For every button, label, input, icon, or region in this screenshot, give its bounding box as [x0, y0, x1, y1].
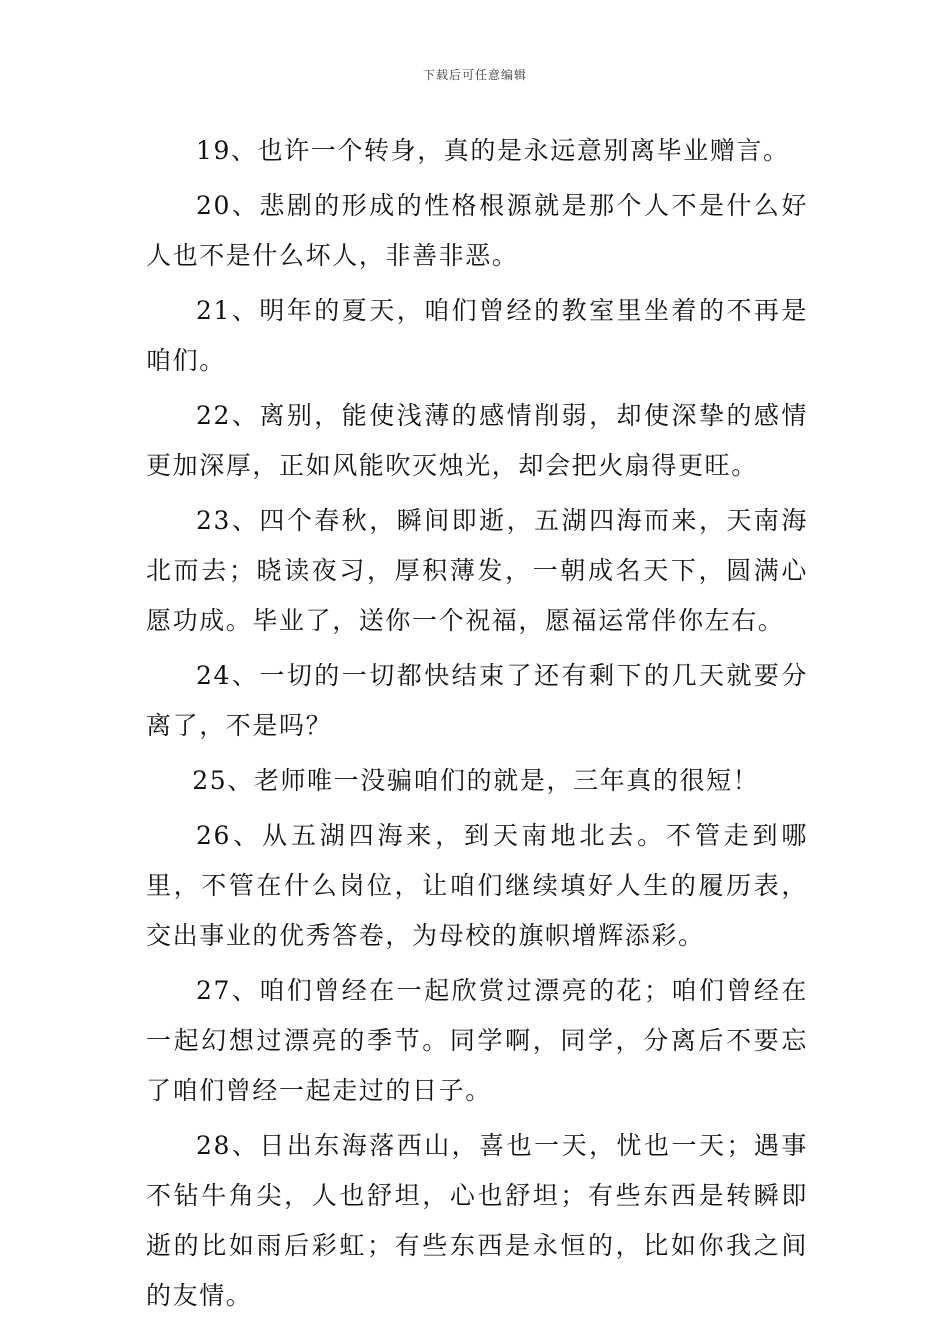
paragraph-26: 26、从五湖四海来，到天南地北去。不管走到哪里，不管在什么岗位，让咱们继续填好人生的履历表，交出事业的优秀答卷，为母校的旗帜增辉添彩。: [146, 821, 808, 950]
paragraph-20: 20、悲剧的形成的性格根源就是那个人不是什么好人也不是什么坏人，非善非恶。: [146, 191, 808, 270]
paragraph-19: 19、也许一个转身，真的是永远意别离毕业赠言。: [196, 136, 790, 165]
paragraph-24: 24、一切的一切都快结束了还有剩下的几天就要分离了，不是吗？: [146, 661, 808, 740]
paragraph-28: 28、日出东海落西山，喜也一天，忧也一天；遇事不钻牛角尖，人也舒坦，心也舒坦；有些东西是转瞬即逝的比如雨后彩虹；有些东西是永恒的，比如你我之间的友情。: [146, 1131, 808, 1310]
paragraph-25: 25、老师唯一没骗咱们的就是，三年真的很短！: [192, 766, 760, 795]
document-body: [146, 126, 808, 1326]
page-header-note: 下载后可任意编辑: [422, 68, 527, 82]
paragraph-27: 27、咱们曾经在一起欣赏过漂亮的花；咱们曾经在一起幻想过漂亮的季节。同学啊，同学，分离后不要忘了咱们曾经一起走过的日子。: [146, 976, 808, 1105]
paragraph-23: 23、四个春秋，瞬间即逝，五湖四海而来，天南海北而去；晓读夜习，厚积薄发，一朝成名天下，圆满心愿功成。毕业了，送你一个祝福，愿福运常伴你左右。: [146, 506, 808, 635]
paragraph-22: 22、离别，能使浅薄的感情削弱，却使深挚的感情更加深厚，正如风能吹灭烛光，却会把火扇得更旺。: [146, 401, 808, 480]
paragraph-21: 21、明年的夏天，咱们曾经的教室里坐着的不再是咱们。: [146, 296, 808, 375]
